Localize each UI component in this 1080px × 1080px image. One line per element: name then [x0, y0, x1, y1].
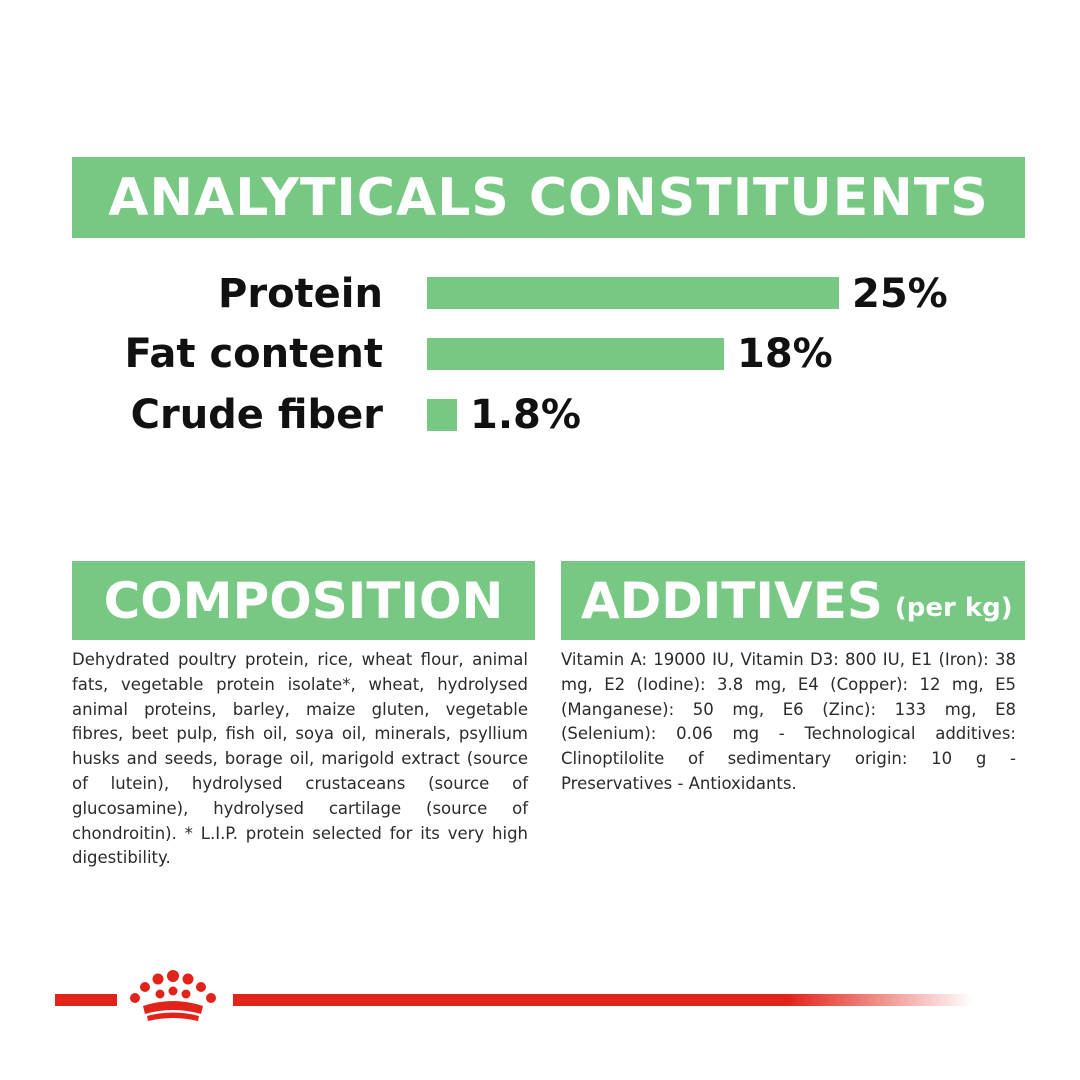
protein-value: 25%	[852, 271, 948, 317]
composition-text: Dehydrated poultry protein, rice, wheat flour, animal fats, vegetable protein isolate*, wheat, hydrolysed animal proteins, barley, maize gluten, vegetable fibres, beet pulp, fish oil, soya oil, minerals, psyllium husks and seeds, borage oil, marigold extract (source of lutein), hydrolysed crustaceans (source of glucosamine), hydrolysed cartilage (source of chondroitin). * L.I.P. protein selected for its very high digestibility.	[72, 650, 528, 868]
protein-bar	[427, 277, 839, 309]
crown-icon	[121, 968, 225, 1026]
fat-content-value: 18%	[737, 331, 833, 377]
crude-fiber-value: 1.8%	[470, 392, 581, 438]
composition-title: COMPOSITION	[103, 571, 504, 630]
crude-fiber-bar	[427, 399, 457, 431]
composition-banner	[72, 561, 535, 640]
analyticals-title: ANALYTICALS CONSTITUENTS	[108, 167, 989, 228]
fat-content-bar	[427, 338, 724, 370]
fat-content-label: Fat content	[124, 331, 383, 377]
footer-line-right	[233, 994, 973, 1006]
additives-text: Vitamin A: 19000 IU, Vitamin D3: 800 IU, E1 (Iron): 38 mg, E2 (Iodine): 3.8 mg, E4 (Copper): 12 mg, E5 (Manganese): 50 mg, E6 (Zinc): 133 mg, E8 (Selenium): 0.06 mg - Technological additives: Clinoptilolite of sedimentary origin: 10 g - Preservatives - Antioxidants.	[561, 650, 1016, 793]
protein-label: Protein	[218, 271, 383, 317]
crude-fiber-label: Crude fiber	[130, 392, 383, 438]
additives-unit: (per kg)	[894, 592, 1013, 623]
analyticals-banner	[72, 157, 1025, 238]
additives-banner	[561, 561, 1025, 640]
additives-title: ADDITIVES	[581, 571, 883, 630]
footer-line-left	[55, 994, 117, 1006]
